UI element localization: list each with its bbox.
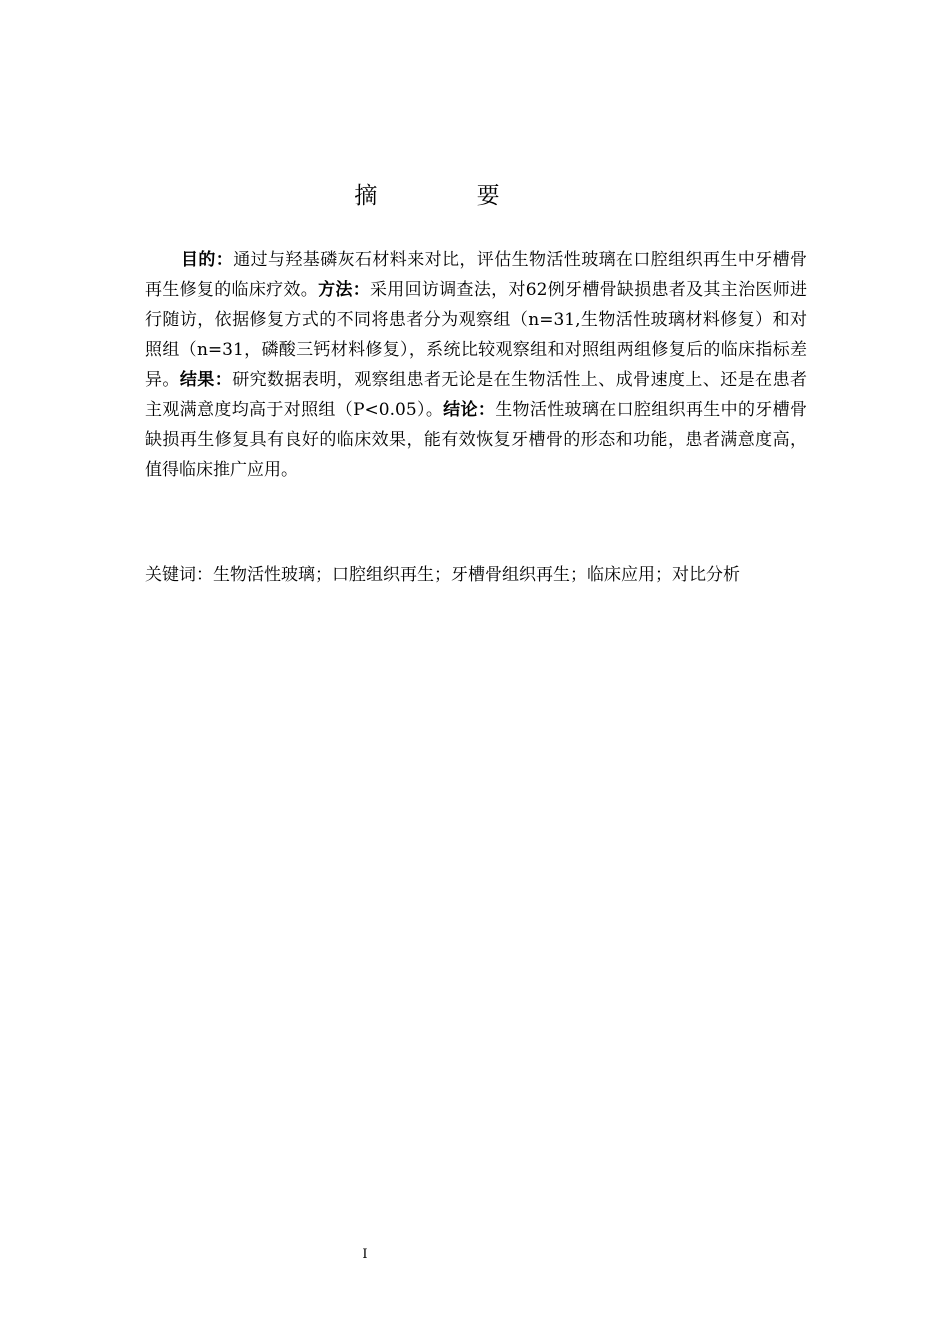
abstract-title: 摘 要 — [354, 183, 546, 209]
result-label: 结果： — [179, 370, 233, 390]
keywords-text: 生物活性玻璃；口腔组织再生；牙槽骨组织再生；临床应用；对比分析 — [213, 565, 740, 585]
purpose-label: 目的： — [181, 250, 234, 270]
page-number: I — [362, 1247, 368, 1262]
keywords-label: 关键词： — [145, 565, 213, 585]
method-text: 采用回访调查法，对62例牙槽骨缺损患者及其主治医师进行随访，依据修复方式的不同将患者分为观察组（n=31,生物活性玻璃材料修复）和对照组（n=31，磷酸三钙材料修复），系统比较观察组和对照组两组修复后的临床指标差异。 — [145, 280, 807, 390]
purpose-text: 通过与羟基磷灰石材料来对比，评估生物活性玻璃在口腔组织再生中牙槽骨再生修复的临床疗效。 — [145, 250, 808, 300]
result-text: 研究数据表明，观察组患者无论是在生物活性上、成骨速度上、还是在患者主观满意度均高于对照组（P<0.05）。 — [145, 370, 808, 420]
method-label: 方法： — [318, 280, 370, 300]
conclusion-text: 生物活性玻璃在口腔组织再生中的牙槽骨缺损再生修复具有良好的临床效果，能有效恢复牙槽骨的形态和功能，患者满意度高，值得临床推广应用。 — [145, 400, 807, 480]
conclusion-label: 结论： — [443, 400, 496, 420]
abstract-body — [145, 245, 807, 485]
keywords — [145, 560, 807, 590]
